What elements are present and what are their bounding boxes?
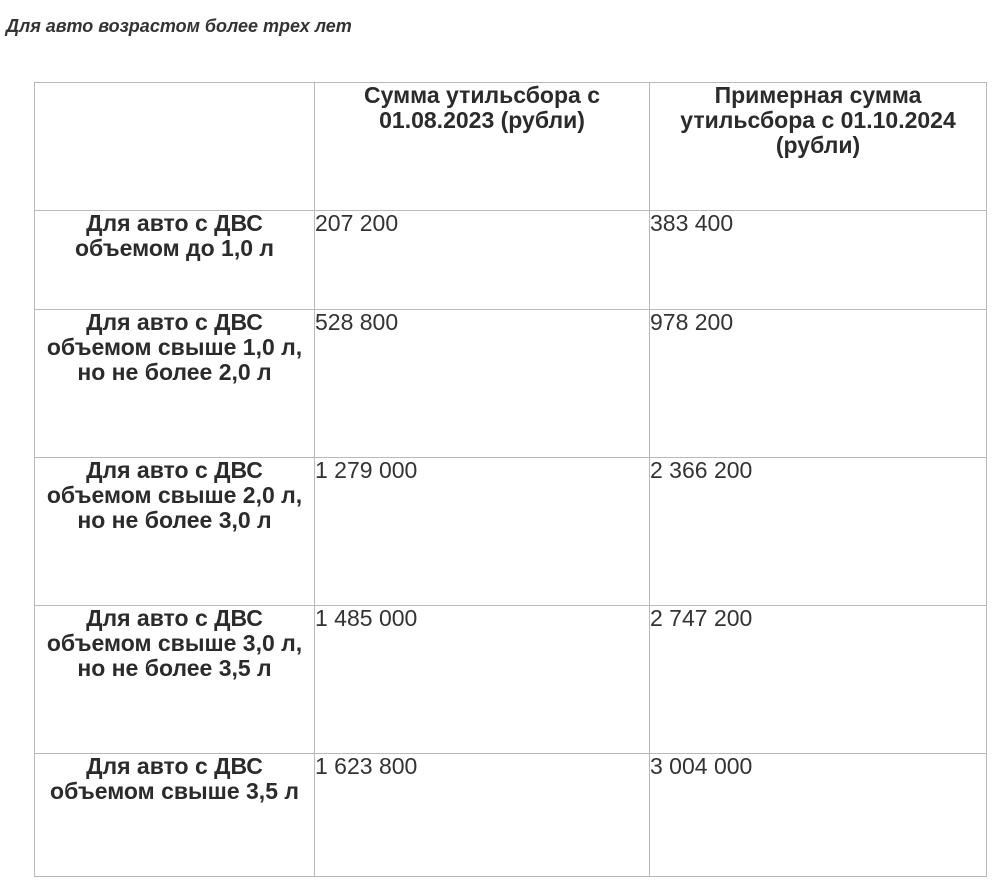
fee-2024-value: 3 004 000 [650,754,987,877]
table-row [35,458,987,606]
fee-2023-value: 528 800 [315,310,650,458]
table-header-row [35,83,987,211]
table-row [35,754,987,877]
fee-2024-value: 978 200 [650,310,987,458]
row-label: Для авто с ДВС объемом свыше 2,0 л, но не более 3,0 л [35,458,315,606]
fee-2023-value: 207 200 [315,211,650,310]
header-empty-cell [35,83,315,211]
table-row [35,606,987,754]
fee-2024-value: 383 400 [650,211,987,310]
table-row [35,211,987,310]
table-caption: Для авто возрастом более трех лет [6,16,352,36]
fee-2023-value: 1 485 000 [315,606,650,754]
fee-2023-value: 1 279 000 [315,458,650,606]
fee-2024-value: 2 747 200 [650,606,987,754]
row-label: Для авто с ДВС объемом свыше 1,0 л, но не более 2,0 л [35,310,315,458]
recycling-fee-table [34,82,987,877]
row-label: Для авто с ДВС объемом до 1,0 л [35,211,315,310]
fee-2023-value: 1 623 800 [315,754,650,877]
header-fee-2024: Примерная сумма утильсбора с 01.10.2024 (рубли) [650,83,987,211]
header-fee-2023: Сумма утильсбора с 01.08.2023 (рубли) [315,83,650,211]
fee-2024-value: 2 366 200 [650,458,987,606]
row-label: Для авто с ДВС объемом свыше 3,5 л [35,754,315,877]
row-label: Для авто с ДВС объемом свыше 3,0 л, но не более 3,5 л [35,606,315,754]
table-row [35,310,987,458]
